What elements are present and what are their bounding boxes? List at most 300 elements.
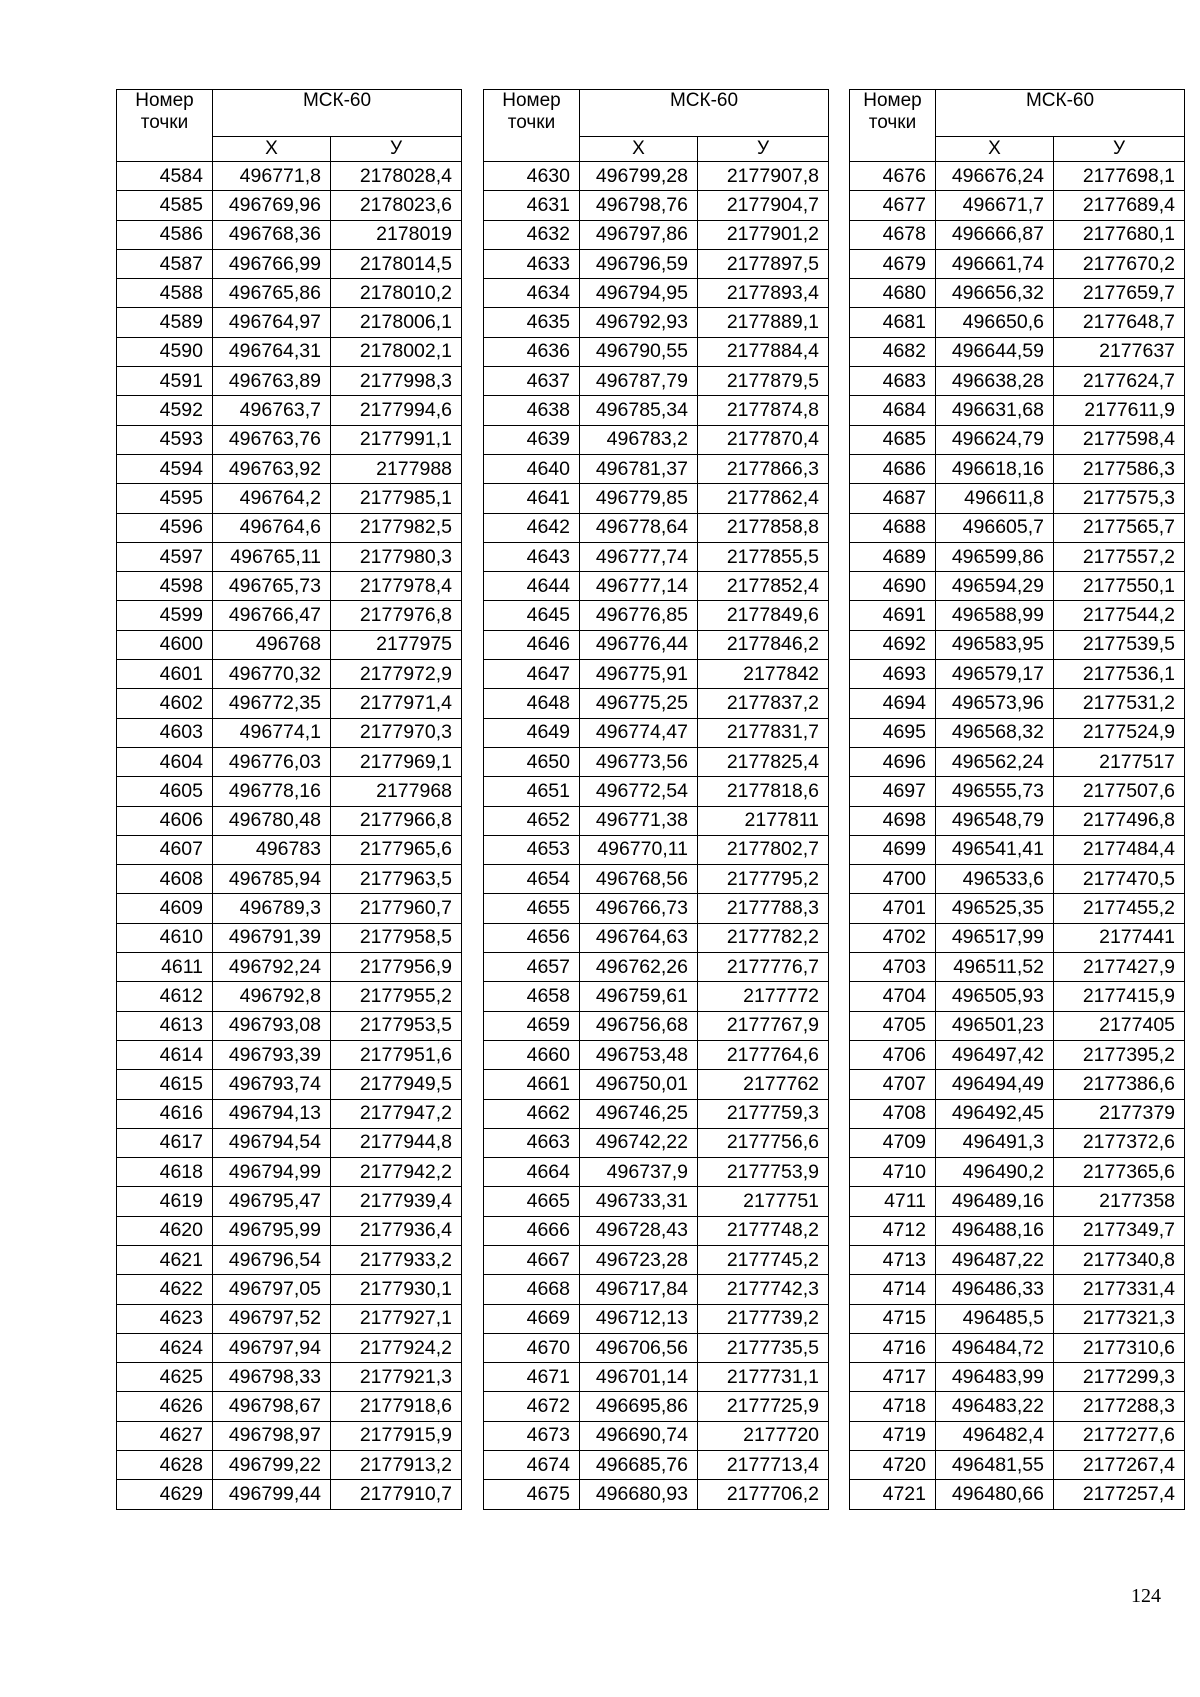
y-coordinate-cell: 2177811 <box>698 806 829 835</box>
coordinates-table-1 <box>116 89 462 1510</box>
point-number-cell: 4653 <box>484 835 580 864</box>
y-coordinate-cell: 2177365,6 <box>1054 1158 1185 1187</box>
point-number-cell: 4677 <box>850 191 936 220</box>
point-number-cell: 4645 <box>484 601 580 630</box>
x-coordinate-cell: 496583,95 <box>936 630 1054 659</box>
table-row <box>850 1099 1185 1128</box>
x-coordinate-cell: 496594,29 <box>936 572 1054 601</box>
table-row <box>850 660 1185 689</box>
x-coordinate-cell: 496768,56 <box>580 865 698 894</box>
table-row <box>117 982 462 1011</box>
y-coordinate-cell: 2177310,6 <box>1054 1333 1185 1362</box>
point-number-cell: 4588 <box>117 279 213 308</box>
coordinates-table-2 <box>483 89 829 1510</box>
point-number-header: Номер точки <box>484 90 580 162</box>
point-number-cell: 4589 <box>117 308 213 337</box>
table-row <box>117 747 462 776</box>
table-row <box>484 513 829 542</box>
y-coordinate-cell: 2177998,3 <box>331 367 462 396</box>
table-row <box>850 777 1185 806</box>
point-number-cell: 4719 <box>850 1421 936 1450</box>
point-number-cell: 4592 <box>117 396 213 425</box>
x-header: Х <box>213 137 331 162</box>
x-coordinate-cell: 496783 <box>213 835 331 864</box>
point-number-cell: 4665 <box>484 1187 580 1216</box>
x-coordinate-cell: 496483,99 <box>936 1363 1054 1392</box>
table-row <box>117 220 462 249</box>
y-coordinate-cell: 2177944,8 <box>331 1128 462 1157</box>
point-number-cell: 4705 <box>850 1011 936 1040</box>
y-coordinate-cell: 2177764,6 <box>698 1040 829 1069</box>
table-row <box>850 1187 1185 1216</box>
table-row <box>484 220 829 249</box>
table-row <box>484 1070 829 1099</box>
point-number-cell: 4593 <box>117 425 213 454</box>
y-coordinate-cell: 2177960,7 <box>331 894 462 923</box>
y-coordinate-cell: 2177949,5 <box>331 1070 462 1099</box>
point-number-cell: 4704 <box>850 982 936 1011</box>
y-coordinate-cell: 2177968 <box>331 777 462 806</box>
y-coordinate-cell: 2177994,6 <box>331 396 462 425</box>
y-coordinate-cell: 2177405 <box>1054 1011 1185 1040</box>
x-coordinate-cell: 496763,92 <box>213 454 331 483</box>
y-coordinate-cell: 2177598,4 <box>1054 425 1185 454</box>
x-coordinate-cell: 496776,44 <box>580 630 698 659</box>
y-coordinate-cell: 2177441 <box>1054 923 1185 952</box>
page-number: 124 <box>1131 1585 1161 1607</box>
x-coordinate-cell: 496481,55 <box>936 1451 1054 1480</box>
y-header: У <box>1054 137 1185 162</box>
table-row <box>484 279 829 308</box>
x-coordinate-cell: 496486,33 <box>936 1275 1054 1304</box>
y-coordinate-cell: 2177496,8 <box>1054 806 1185 835</box>
table-row <box>117 1304 462 1333</box>
y-coordinate-cell: 2177748,2 <box>698 1216 829 1245</box>
table-row <box>117 1011 462 1040</box>
point-number-cell: 4673 <box>484 1421 580 1450</box>
point-number-cell: 4690 <box>850 572 936 601</box>
point-number-cell: 4620 <box>117 1216 213 1245</box>
x-coordinate-cell: 496766,73 <box>580 894 698 923</box>
y-coordinate-cell: 2177951,6 <box>331 1040 462 1069</box>
x-coordinate-cell: 496798,33 <box>213 1363 331 1392</box>
point-number-cell: 4661 <box>484 1070 580 1099</box>
table-row <box>850 1040 1185 1069</box>
y-coordinate-cell: 2177921,3 <box>331 1363 462 1392</box>
table-row <box>850 1128 1185 1157</box>
y-coordinate-cell: 2177706,2 <box>698 1480 829 1509</box>
x-coordinate-cell: 496794,99 <box>213 1158 331 1187</box>
table-row <box>117 1451 462 1480</box>
point-number-cell: 4670 <box>484 1333 580 1362</box>
point-number-cell: 4700 <box>850 865 936 894</box>
table-row <box>117 660 462 689</box>
x-coordinate-cell: 496785,94 <box>213 865 331 894</box>
y-coordinate-cell: 2177910,7 <box>331 1480 462 1509</box>
table-row <box>484 718 829 747</box>
x-coordinate-cell: 496787,79 <box>580 367 698 396</box>
table-row <box>850 1158 1185 1187</box>
point-number-cell: 4712 <box>850 1216 936 1245</box>
point-number-cell: 4663 <box>484 1128 580 1157</box>
point-number-cell: 4616 <box>117 1099 213 1128</box>
table-row <box>850 1363 1185 1392</box>
y-coordinate-cell: 2177611,9 <box>1054 396 1185 425</box>
y-coordinate-cell: 2177907,8 <box>698 162 829 191</box>
x-coordinate-cell: 496792,24 <box>213 953 331 982</box>
table-row <box>484 982 829 1011</box>
x-coordinate-cell: 496797,52 <box>213 1304 331 1333</box>
point-number-cell: 4671 <box>484 1363 580 1392</box>
table-row <box>484 865 829 894</box>
y-coordinate-cell: 2177751 <box>698 1187 829 1216</box>
table-row <box>850 923 1185 952</box>
y-coordinate-cell: 2177842 <box>698 660 829 689</box>
x-coordinate-cell: 496671,7 <box>936 191 1054 220</box>
point-number-cell: 4594 <box>117 454 213 483</box>
y-coordinate-cell: 2177970,3 <box>331 718 462 747</box>
point-number-cell: 4679 <box>850 249 936 278</box>
table-row <box>850 865 1185 894</box>
x-coordinate-cell: 496482,4 <box>936 1421 1054 1450</box>
y-coordinate-cell: 2177963,5 <box>331 865 462 894</box>
y-coordinate-cell: 2177988 <box>331 454 462 483</box>
x-coordinate-cell: 496488,16 <box>936 1216 1054 1245</box>
y-coordinate-cell: 2177531,2 <box>1054 689 1185 718</box>
y-coordinate-cell: 2177257,4 <box>1054 1480 1185 1509</box>
x-coordinate-cell: 496779,85 <box>580 484 698 513</box>
point-number-cell: 4716 <box>850 1333 936 1362</box>
x-coordinate-cell: 496765,11 <box>213 542 331 571</box>
table-row <box>484 1304 829 1333</box>
y-coordinate-cell: 2177670,2 <box>1054 249 1185 278</box>
x-coordinate-cell: 496568,32 <box>936 718 1054 747</box>
y-coordinate-cell: 2178014,5 <box>331 249 462 278</box>
table-row <box>117 337 462 366</box>
x-coordinate-cell: 496706,56 <box>580 1333 698 1362</box>
x-coordinate-cell: 496765,73 <box>213 572 331 601</box>
point-number-cell: 4584 <box>117 162 213 191</box>
x-coordinate-cell: 496480,66 <box>936 1480 1054 1509</box>
table-row <box>850 601 1185 630</box>
table-row <box>484 1011 829 1040</box>
point-number-cell: 4646 <box>484 630 580 659</box>
y-coordinate-cell: 2177735,5 <box>698 1333 829 1362</box>
y-coordinate-cell: 2177927,1 <box>331 1304 462 1333</box>
x-coordinate-cell: 496695,86 <box>580 1392 698 1421</box>
y-coordinate-cell: 2177713,4 <box>698 1451 829 1480</box>
x-coordinate-cell: 496774,1 <box>213 718 331 747</box>
table-row <box>117 572 462 601</box>
table-row <box>484 1421 829 1450</box>
table-row <box>117 1216 462 1245</box>
table-row <box>117 279 462 308</box>
table-row <box>117 865 462 894</box>
table-row <box>117 162 462 191</box>
table-row <box>484 337 829 366</box>
y-coordinate-cell: 2177415,9 <box>1054 982 1185 1011</box>
point-number-cell: 4696 <box>850 747 936 776</box>
point-number-cell: 4590 <box>117 337 213 366</box>
table-row <box>484 1158 829 1187</box>
y-coordinate-cell: 2177725,9 <box>698 1392 829 1421</box>
x-coordinate-cell: 496505,93 <box>936 982 1054 1011</box>
table-row <box>850 308 1185 337</box>
point-number-header: Номер точки <box>117 90 213 162</box>
table-row <box>850 1070 1185 1099</box>
x-coordinate-cell: 496794,54 <box>213 1128 331 1157</box>
point-number-cell: 4717 <box>850 1363 936 1392</box>
y-coordinate-cell: 2177756,6 <box>698 1128 829 1157</box>
y-header: У <box>331 137 462 162</box>
x-coordinate-cell: 496605,7 <box>936 513 1054 542</box>
y-coordinate-cell: 2177349,7 <box>1054 1216 1185 1245</box>
table-row <box>117 835 462 864</box>
point-number-cell: 4674 <box>484 1451 580 1480</box>
y-coordinate-cell: 2177745,2 <box>698 1245 829 1274</box>
x-coordinate-cell: 496555,73 <box>936 777 1054 806</box>
x-coordinate-cell: 496733,31 <box>580 1187 698 1216</box>
table-row <box>117 249 462 278</box>
x-coordinate-cell: 496766,47 <box>213 601 331 630</box>
x-coordinate-cell: 496764,2 <box>213 484 331 513</box>
table-row <box>850 396 1185 425</box>
point-number-cell: 4701 <box>850 894 936 923</box>
y-coordinate-cell: 2177849,6 <box>698 601 829 630</box>
x-coordinate-cell: 496487,22 <box>936 1245 1054 1274</box>
table-row <box>484 1480 829 1509</box>
y-coordinate-cell: 2177846,2 <box>698 630 829 659</box>
y-coordinate-cell: 2177759,3 <box>698 1099 829 1128</box>
x-coordinate-cell: 496742,22 <box>580 1128 698 1157</box>
point-number-cell: 4695 <box>850 718 936 747</box>
y-coordinate-cell: 2177893,4 <box>698 279 829 308</box>
x-coordinate-cell: 496790,55 <box>580 337 698 366</box>
table-row <box>484 1363 829 1392</box>
point-number-cell: 4658 <box>484 982 580 1011</box>
y-header: У <box>698 137 829 162</box>
x-coordinate-cell: 496763,7 <box>213 396 331 425</box>
y-coordinate-cell: 2177277,6 <box>1054 1421 1185 1450</box>
y-coordinate-cell: 2177539,5 <box>1054 630 1185 659</box>
point-number-cell: 4676 <box>850 162 936 191</box>
x-coordinate-cell: 496783,2 <box>580 425 698 454</box>
table-row <box>484 162 829 191</box>
x-coordinate-cell: 496796,59 <box>580 249 698 278</box>
point-number-cell: 4639 <box>484 425 580 454</box>
coordinate-system-header: МСК-60 <box>580 90 829 137</box>
point-number-cell: 4715 <box>850 1304 936 1333</box>
y-coordinate-cell: 2177966,8 <box>331 806 462 835</box>
point-number-cell: 4607 <box>117 835 213 864</box>
point-number-cell: 4625 <box>117 1363 213 1392</box>
x-coordinate-cell: 496680,93 <box>580 1480 698 1509</box>
x-coordinate-cell: 496777,14 <box>580 572 698 601</box>
table-row <box>117 1070 462 1099</box>
x-coordinate-cell: 496797,94 <box>213 1333 331 1362</box>
point-number-cell: 4675 <box>484 1480 580 1509</box>
table-row <box>850 249 1185 278</box>
table-row <box>850 162 1185 191</box>
point-number-cell: 4619 <box>117 1187 213 1216</box>
y-coordinate-cell: 2177837,2 <box>698 689 829 718</box>
table-row <box>850 542 1185 571</box>
x-coordinate-cell: 496775,25 <box>580 689 698 718</box>
y-coordinate-cell: 2177930,1 <box>331 1275 462 1304</box>
y-coordinate-cell: 2177659,7 <box>1054 279 1185 308</box>
table-row <box>850 279 1185 308</box>
point-number-cell: 4694 <box>850 689 936 718</box>
point-number-cell: 4667 <box>484 1245 580 1274</box>
x-coordinate-cell: 496484,72 <box>936 1333 1054 1362</box>
y-coordinate-cell: 2177901,2 <box>698 220 829 249</box>
table-row <box>484 1099 829 1128</box>
table-row <box>117 1128 462 1157</box>
x-coordinate-cell: 496562,24 <box>936 747 1054 776</box>
x-coordinate-cell: 496685,76 <box>580 1451 698 1480</box>
table-row <box>117 923 462 952</box>
point-number-cell: 4686 <box>850 454 936 483</box>
point-number-cell: 4628 <box>117 1451 213 1480</box>
x-coordinate-cell: 496656,32 <box>936 279 1054 308</box>
x-coordinate-cell: 496793,39 <box>213 1040 331 1069</box>
table-row <box>484 425 829 454</box>
table-row <box>117 953 462 982</box>
point-number-cell: 4609 <box>117 894 213 923</box>
x-coordinate-cell: 496772,35 <box>213 689 331 718</box>
y-coordinate-cell: 2177870,4 <box>698 425 829 454</box>
y-coordinate-cell: 2177975 <box>331 630 462 659</box>
y-coordinate-cell: 2177517 <box>1054 747 1185 776</box>
x-coordinate-cell: 496573,96 <box>936 689 1054 718</box>
table-row <box>850 1392 1185 1421</box>
y-coordinate-cell: 2177776,7 <box>698 953 829 982</box>
table-row <box>850 894 1185 923</box>
y-coordinate-cell: 2177939,4 <box>331 1187 462 1216</box>
x-coordinate-cell: 496799,28 <box>580 162 698 191</box>
table-row <box>484 923 829 952</box>
point-number-cell: 4683 <box>850 367 936 396</box>
point-number-cell: 4656 <box>484 923 580 952</box>
point-number-cell: 4608 <box>117 865 213 894</box>
y-coordinate-cell: 2178010,2 <box>331 279 462 308</box>
table-row <box>484 1040 829 1069</box>
table-row <box>484 1128 829 1157</box>
point-number-cell: 4632 <box>484 220 580 249</box>
table-row <box>117 1421 462 1450</box>
point-number-cell: 4699 <box>850 835 936 864</box>
table-row <box>117 718 462 747</box>
table-row <box>484 689 829 718</box>
point-number-cell: 4711 <box>850 1187 936 1216</box>
point-number-cell: 4655 <box>484 894 580 923</box>
y-coordinate-cell: 2177862,4 <box>698 484 829 513</box>
point-number-cell: 4586 <box>117 220 213 249</box>
x-coordinate-cell: 496737,9 <box>580 1158 698 1187</box>
point-number-cell: 4721 <box>850 1480 936 1509</box>
y-coordinate-cell: 2177980,3 <box>331 542 462 571</box>
x-coordinate-cell: 496764,6 <box>213 513 331 542</box>
y-coordinate-cell: 2177340,8 <box>1054 1245 1185 1274</box>
point-number-cell: 4640 <box>484 454 580 483</box>
y-coordinate-cell: 2177557,2 <box>1054 542 1185 571</box>
table-row <box>484 396 829 425</box>
point-number-cell: 4678 <box>850 220 936 249</box>
table-row <box>850 1480 1185 1509</box>
point-number-cell: 4604 <box>117 747 213 776</box>
point-number-cell: 4596 <box>117 513 213 542</box>
table-row <box>117 777 462 806</box>
coordinate-system-header: МСК-60 <box>213 90 462 137</box>
table-row <box>117 601 462 630</box>
table-row <box>850 337 1185 366</box>
point-number-cell: 4669 <box>484 1304 580 1333</box>
x-coordinate-cell: 496644,59 <box>936 337 1054 366</box>
x-coordinate-cell: 496485,5 <box>936 1304 1054 1333</box>
point-number-cell: 4614 <box>117 1040 213 1069</box>
x-coordinate-cell: 496588,99 <box>936 601 1054 630</box>
point-number-cell: 4709 <box>850 1128 936 1157</box>
table-row <box>117 894 462 923</box>
table-row <box>850 367 1185 396</box>
point-number-cell: 4652 <box>484 806 580 835</box>
x-coordinate-cell: 496780,48 <box>213 806 331 835</box>
y-coordinate-cell: 2177947,2 <box>331 1099 462 1128</box>
y-coordinate-cell: 2177739,2 <box>698 1304 829 1333</box>
x-coordinate-cell: 496766,99 <box>213 249 331 278</box>
x-coordinate-cell: 496777,74 <box>580 542 698 571</box>
point-number-cell: 4707 <box>850 1070 936 1099</box>
point-number-cell: 4682 <box>850 337 936 366</box>
x-coordinate-cell: 496753,48 <box>580 1040 698 1069</box>
x-coordinate-cell: 496797,86 <box>580 220 698 249</box>
y-coordinate-cell: 2177991,1 <box>331 425 462 454</box>
y-coordinate-cell: 2177524,9 <box>1054 718 1185 747</box>
x-coordinate-cell: 496774,47 <box>580 718 698 747</box>
point-number-cell: 4611 <box>117 953 213 982</box>
x-coordinate-cell: 496676,24 <box>936 162 1054 191</box>
point-number-cell: 4657 <box>484 953 580 982</box>
y-coordinate-cell: 2177933,2 <box>331 1245 462 1274</box>
x-coordinate-cell: 496764,31 <box>213 337 331 366</box>
point-number-cell: 4660 <box>484 1040 580 1069</box>
y-coordinate-cell: 2177321,3 <box>1054 1304 1185 1333</box>
table-row <box>484 454 829 483</box>
table-row <box>117 1275 462 1304</box>
point-number-cell: 4680 <box>850 279 936 308</box>
y-coordinate-cell: 2177858,8 <box>698 513 829 542</box>
y-coordinate-cell: 2177507,6 <box>1054 777 1185 806</box>
y-coordinate-cell: 2177372,6 <box>1054 1128 1185 1157</box>
x-coordinate-cell: 496797,05 <box>213 1275 331 1304</box>
y-coordinate-cell: 2177637 <box>1054 337 1185 366</box>
y-coordinate-cell: 2177918,6 <box>331 1392 462 1421</box>
x-coordinate-cell: 496785,34 <box>580 396 698 425</box>
y-coordinate-cell: 2177965,6 <box>331 835 462 864</box>
point-number-cell: 4602 <box>117 689 213 718</box>
x-coordinate-cell: 496769,96 <box>213 191 331 220</box>
table-row <box>484 1245 829 1274</box>
y-coordinate-cell: 2177565,7 <box>1054 513 1185 542</box>
table-row <box>850 513 1185 542</box>
point-number-cell: 4618 <box>117 1158 213 1187</box>
x-coordinate-cell: 496541,41 <box>936 835 1054 864</box>
x-coordinate-cell: 496789,3 <box>213 894 331 923</box>
point-number-cell: 4703 <box>850 953 936 982</box>
table-row <box>117 1158 462 1187</box>
table-row <box>484 806 829 835</box>
point-number-cell: 4651 <box>484 777 580 806</box>
